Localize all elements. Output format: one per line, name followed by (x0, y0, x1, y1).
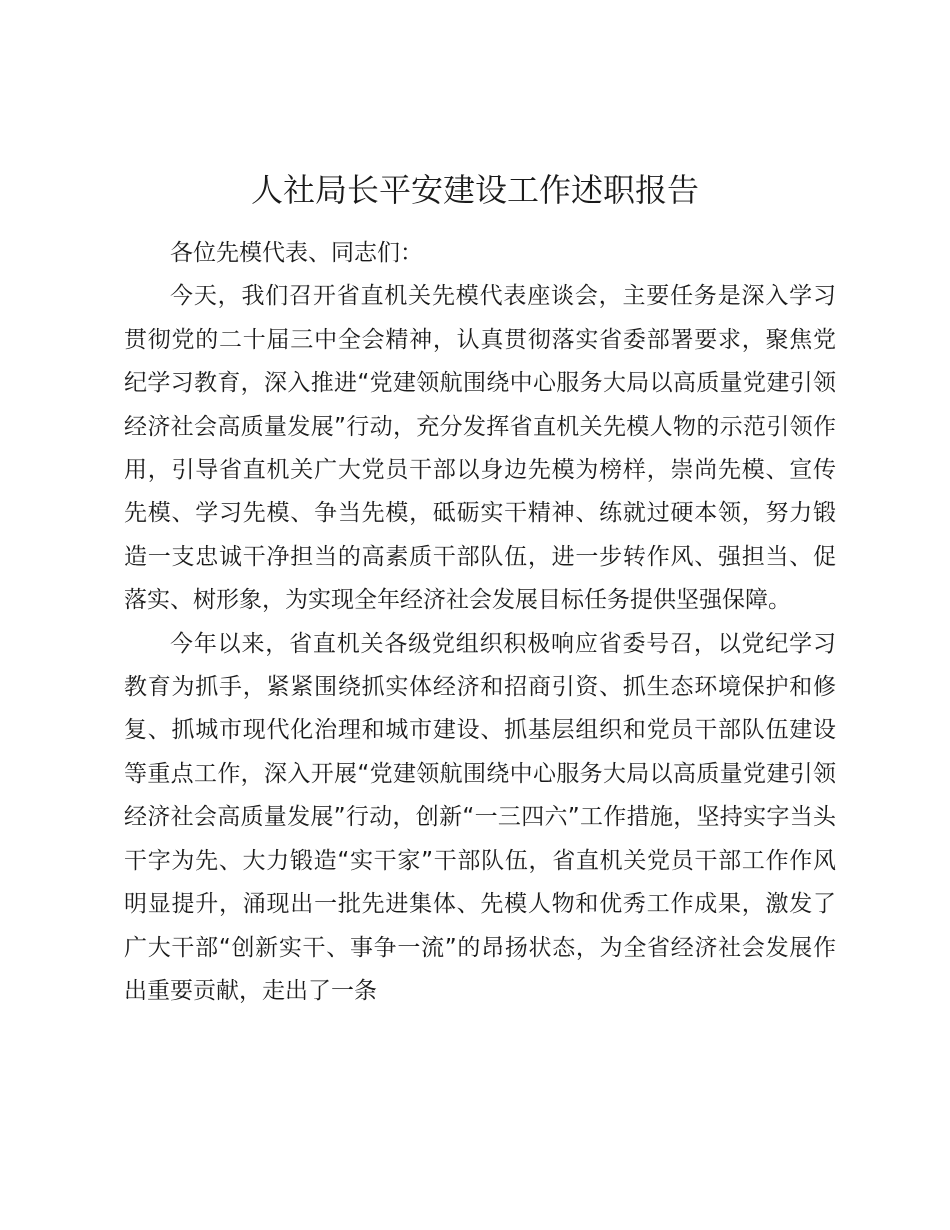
paragraph-2: 今年以来，省直机关各级党组织积极响应省委号召，以党纪学习教育为抓手，紧紧围绕抓实体经济和招商引资、抓生态环境保护和修复、抓城市现代化治理和城市建设、抓基层组织和党员干部队伍建设等重点工作，深入开展“党建领航围绕中心服务大局以高质量党建引领经济社会高质量发展”行动，创新“一三四六”工作措施，坚持实字当头干字为先、大力锻造“实干家”干部队伍，省直机关党员干部工作作风明显提升，涌现出一批先进集体、先模人物和优秀工作成果，激发了广大干部“创新实干、事争一流”的昂扬状态，为全省经济社会发展作出重要贡献，走出了一条 (124, 630, 836, 1004)
paragraph-1: 今天，我们召开省直机关先模代表座谈会，主要任务是深入学习贯彻党的二十届三中全会精神，认真贯彻落实省委部署要求，聚焦党纪学习教育，深入推进“党建领航围绕中心服务大局以高质量党建引领经济社会高质量发展”行动，充分发挥省直机关先模人物的示范引领作用，引导省直机关广大党员干部以身边先模为榜样，崇尚先模、宣传先模、学习先模、争当先模，砥砺实干精神、练就过硬本领，努力锻造一支忠诚干净担当的高素质干部队伍，进一步转作风、强担当、促落实、树形象，为实现全年经济社会发展目标任务提供坚强保障。 (124, 283, 836, 614)
document-title: 人社局长平安建设工作述职报告 (250, 171, 699, 209)
document-body (124, 232, 836, 1013)
salutation: 各位先模代表、同志们： (170, 240, 423, 266)
